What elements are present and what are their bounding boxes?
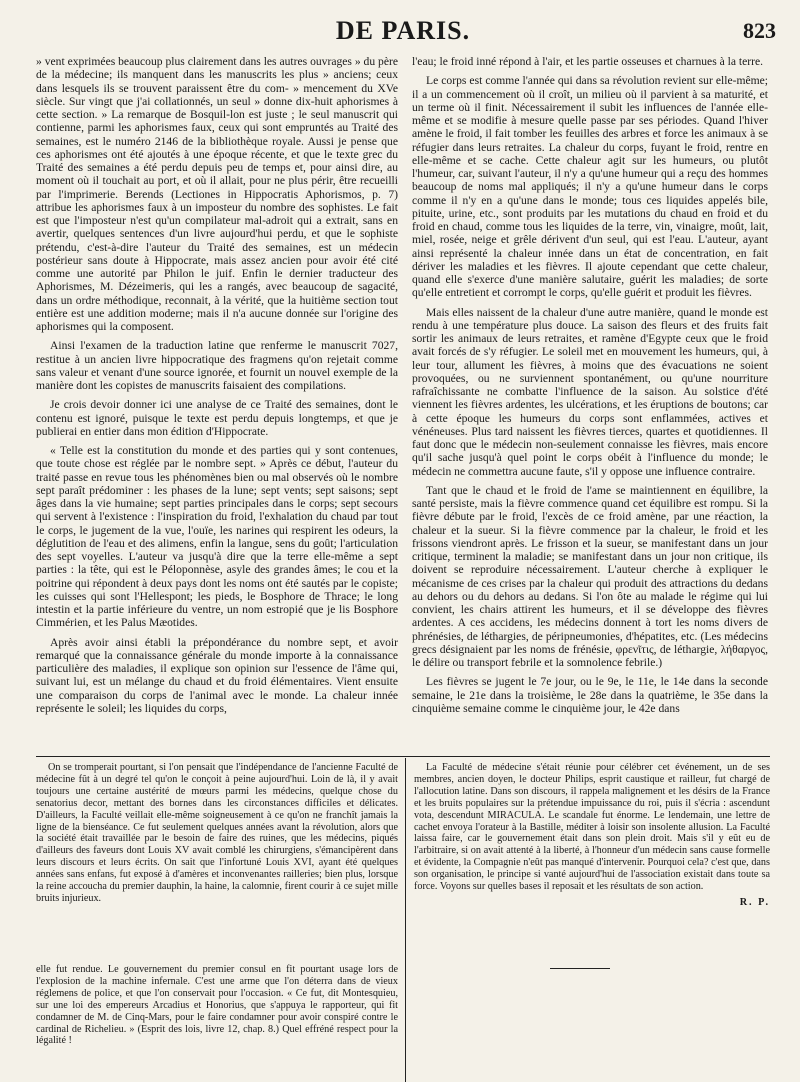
paragraph: Ainsi l'examen de la traduction latine que renferme le manuscrit 7027, restitue à un ancien livre hippocratique des fragmens qu'on rejetait comme sans valeur et venant d'une source ignorée, et fournit un nouvel exemple de la manière dont les copistes de manuscrits faisaient des compilations.: [36, 339, 398, 392]
paragraph: Après avoir ainsi établi la prépondérance du nombre sept, et avoir remarqué que la connaissance générale du monde importe à la connaissance particulière des maladies, il explique son opinion sur l'essence de l'âme qui, suivant lui, est un mélange du chaud et du froid élémentaires. Vient ensuite une comparaison du corps de l'animal avec le monde. La chaleur innée représente le soleil; les liquides du corps,: [36, 635, 398, 715]
paragraph: Je crois devoir donner ici une analyse de ce Traité des semaines, dont le contenu est ignoré, puisque le texte est perdu depuis longtemps, et que je publierai en entier dans mon édition d'Hippocrate.: [36, 398, 398, 438]
paragraph: « Telle est la constitution du monde et des parties qui y sont contenues, que toute chose est réglée par le nombre sept. » Après ce début, l'auteur du traité passe en revue tous les phénomènes bien ou mal observés où le nombre sept paraît prédominer : les phases de la lune; sept vents; sept saisons; sept âges dans la vie humaine; sept parties principales dans le corps; sept secours qui servent à l'existence : l'inspiration du froid, l'exhalation du chaud par tout le corps, le jugement de la vue, l'ouïe, les narines qui respirent les odeurs, la déglutition de l'eau et des alimens, enfin la langue, sens du goût; l'articulation des sept voyelles. L'auteur va jusqu'à dire que la terre elle-même a sept parties : la tête, qui est le Péloponnèse, asyle des grandes âmes; le cou et la poitrine qui répondent à deux pays dont les noms ont été sautés par le copiste; les cuisses qui sont l'Hellespont; les pieds, le Bosphore de Thrace; le long intestin et la partie inférieure du ventre, un nom estropié que je lis Bosphore Cimmérien, et les Palus Mæotides.: [36, 444, 398, 630]
footnote-left-top: [36, 762, 398, 952]
footnote-text: La Faculté de médecine s'était réunie pour célébrer cet événement, un de ses membres, ancien doyen, le docteur Philips, esprit caustique et railleur, fut chargé de l'allocution latine. Dans son discours, il rappela malignement et les désirs de la France et les bruits populaires sur la prétendue impuissance du roi, puis il s'écria : ascendunt vota, descendunt MIRACULA. Le scandale fut énorme. Le lendemain, une lettre de cachet envoya l'orateur à la Bastille, méditer à loisir son insolente allusion. La Faculté laissa faire, car le gouvernement était dans son plein droit. Mais s'il y eût eu de l'arbitraire, si on avait attenté à la liberté, à l'honneur d'un médecin sans cause formelle et évidente, la Compagnie n'eût pas manqué d'intervenir. Pourquoi cela? c'est que, dans son organisation, le principe si vanté aujourd'hui de l'association existait dans toute sa force. Voyons sur quelles bases il reposait et les résultats de son action.: [414, 762, 770, 893]
page-title: DE PARIS.: [335, 16, 471, 45]
page-number: 823: [743, 18, 776, 43]
footnote-text: elle fut rendue. Le gouvernement du premier consul en fit pourtant usage lors de l'explosion de la machine infernale. C'est une arme que l'on déterra dans de vieux réglemens de police, et que l'on conservait pour l'occasion. « Ce fut, dit Montesquieu, sur une loi des empereurs Arcadius et Honorius, que s'appuya le rapporteur, qui fit condamner de M. de Cinq-Mars, pour le faire condamner pour avoir conspiré contre le cardinal de Richelieu. » (Esprit des lois, livre 12, chap. 8.) Quel effréné respect pour la légalité !: [36, 964, 398, 1047]
signature: R. P.: [739, 896, 770, 908]
footnote-left-bottom: [36, 964, 398, 1076]
paragraph: Mais elles naissent de la chaleur d'une autre manière, quand le monde est rendu à une température plus douce. La saison des fleurs et des fruits fait sortir les animaux de leurs retraites, et ramène d'Egypte ceux que le froid avait forcés de s'y réfugier. Le soleil met en mouvement les humeurs, qui, à leur tour, allument les fièvres, à moins que des évacuations ne soient provoquées, ou ne surviennent spontanément, ou qu'une nourriture rafraîchissante ne combatte l'influence de la saison. Au solstice d'été viennent les fièvres ardentes, les ulcérations, et les éruptions de boutons; car à cette époque les humeurs du corps sont enflammées, actives et vénéneuses. Plus tard naissent les fièvres tierces, quartes et quotidiennes. Il faut donc que le médecin non-seulement connaisse les fièvres, mais encore qu'il sache jusqu'à quel point le corps obéit à l'influence du monde; le médecin ne commettra aucune faute, s'il y oppose une influence contraire.: [412, 305, 768, 478]
paragraph: Le corps est comme l'année qui dans sa révolution revient sur elle-même; il a un commencement où il croît, un milieu où il parvient à sa maturité, et un terme où il finit. Nécessairement il subit les influences de l'année elle-même et se modifie à mesure quelle passe par ses périodes. Quand l'hiver amène le froid, il fait tomber les feuilles des arbres et force les animaux à se réfugier dans leurs retraites. La chaleur du corps, fuyant le froid, rentre en elle-même et se cache. Cette chaleur agit sur les humeurs, ou plutôt l'humeur, car, suivant l'auteur, il n'y a qu'une humeur qui a reçu des hommes beaucoup de noms mal appliqués; il n'y a qu'une humeur dans le corps comme il n'y en a qu'une dans le monde; tous ces liquides appelés bile, pituite, urine, etc., sont produits par les mutations du chaud en froid et du froid en chaud, comme tous les liquides de la terre, vin, vinaigre, moût, lait, miel, rosée, neige et grêle dérivent d'un seul, qui est l'eau. L'auteur, ayant ainsi représenté la chaleur innée dans un état de concentration, en fait dériver les maladies et les fièvres. Il ajoute cependant que cette chaleur, quand elle s'exerce d'une manière salutaire, guérit les maladies; de sorte qu'elle entretient et corrompt le corps, qu'elle guérit et produit les fièvres.: [412, 74, 768, 300]
footnote-right: [414, 762, 770, 948]
paragraph: Les fièvres se jugent le 7e jour, ou le 9e, le 11e, le 14e dans la seconde semaine, le 21e dans la troisième, le 28e dans la quatrième, le 35e dans la cinquième semaine comme le cinquième jour, le 42e dans: [412, 675, 768, 715]
paragraph: l'eau; le froid inné répond à l'air, et les partie osseuses et charnues à la terre.: [412, 55, 764, 68]
page-header: [30, 16, 776, 50]
column-divider: [405, 758, 406, 1082]
paragraph: Tant que le chaud et le froid de l'ame se maintiennent en équilibre, la santé persiste, mais la fièvre commence quand cet équilibre est rompu. Si la fièvre débute par le froid, l'excès de ce froid amène, par une réaction, la chaleur et la sueur. Si la fièvre commence par la chaleur, le froid et les frissons viendront après. Le frisson et la sueur, se manifestant dans un jour critique, terminent la maladie; se manifestant dans un jour non critique, ils doivent se reproduire nécessairement. L'auteur cherche à expliquer le mécanisme de ces crises par la chaleur qui produit des attractions du dedans au dehors ou du dehors au dedans. Si l'on ôte au malade le régime qui lui convient, les chairs attirent les humeurs, et il se développe des fièvres ardentes. A ces accidens, les médecins donnent à tort les noms divers de phrénésies, de léthargies, de péripneumonies, d'hépatites, etc. (Les médecins grecs désignaient par les noms de frénésie, φρενῖτις, de léthargie, λήθαργος, le délire ou transport febrile et la somnolence febrile.): [412, 483, 768, 669]
article-column-left: [36, 55, 398, 752]
paragraph: » vent exprimées beaucoup plus clairement dans les autres ouvrages » du père de la médecine; ils manquent dans les manuscrits les plus » anciens; ceux dans lesquels ils se trouvent paraissent être du com- » mencement du XVe siècle. Sur vingt que j'ai collationnés, un seul » donne dix-huit aphorismes à cette section. » La remarque de Bosquil-lon est juste ; le seul manuscrit qui contienne, parmi les aphorismes faux, ceux qui sont empruntés au Traité des semaines, est le numéro 2146 de la bibliothèque royale. Aussi je pense que ces aphorismes ont été ajoutés à une époque récente, et que le texte grec du Traité des semaines a été perdu depuis peu de temps et, pour ainsi dire, au moment où il touchait au port, et où il allait, pour ne plus périr, être recueilli par l'imprimerie. Berends (Lectiones in Hippocratis Aphorismos, p. 7) attribue les aphorismes faux à un imposteur du nombre des sophistes. Le fait est que l'imposteur n'est qu'un compilateur mal-adroit qui a extrait, sans en avertir, quelques sentences d'un livre aujourd'hui perdu, et que le sophiste prétendu, c'est-à-dire l'auteur du Traité des semaines, est un médecin postérieur sans doute à Hippocrate, mais assez ancien pour avoir été cité comme une autorité par Philon le juif. Enfin le dernier traducteur des Aphorismes, M. Dézeimeris, qui les a rangés, avec beaucoup de sagacité, dans un ordre méthodique, reconnait, à la vérité, que la huitième section tout entière est une addition moderne; mais il n'a aucune donnée sur l'origine des aphorismes qui la composent.: [36, 55, 398, 333]
article-column-right: [412, 55, 768, 752]
short-divider: [550, 968, 610, 969]
footnote-text: On se tromperait pourtant, si l'on pensait que l'indépendance de l'ancienne Faculté de médecine fût à un degré tel qu'on le conçoit à peine aujourd'hui. Loin de là, il y avait toujours une certaine austérité de mœurs parmi les médecins, quelque chose du senatorius decor, mettant des bornes dans les circonstances difficiles et délicates. D'ailleurs, la Faculté veillait elle-même soigneusement à ce qu'on ne franchît jamais la ligne de la bienséance. Ce fut seulement quelques années avant la révolution, alors que la société était travaillée par le besoin de faire des ruines, que les médecins, piqués d'ailleurs des faveurs dont Louis XV avait comblé les chirurgiens, s'émancipèrent dans leurs discours et leurs écrits. On sait que l'infortuné Louis XVI, ayant été quelques années sans enfans, fut exposé à d'amères et inconvenantes railleries; bien plus, lorsque la reine accoucha du premier dauphin, la haine, la calomnie, firent courir à ce sujet mille bruits injurieux.: [36, 762, 398, 904]
section-divider: [36, 756, 770, 757]
